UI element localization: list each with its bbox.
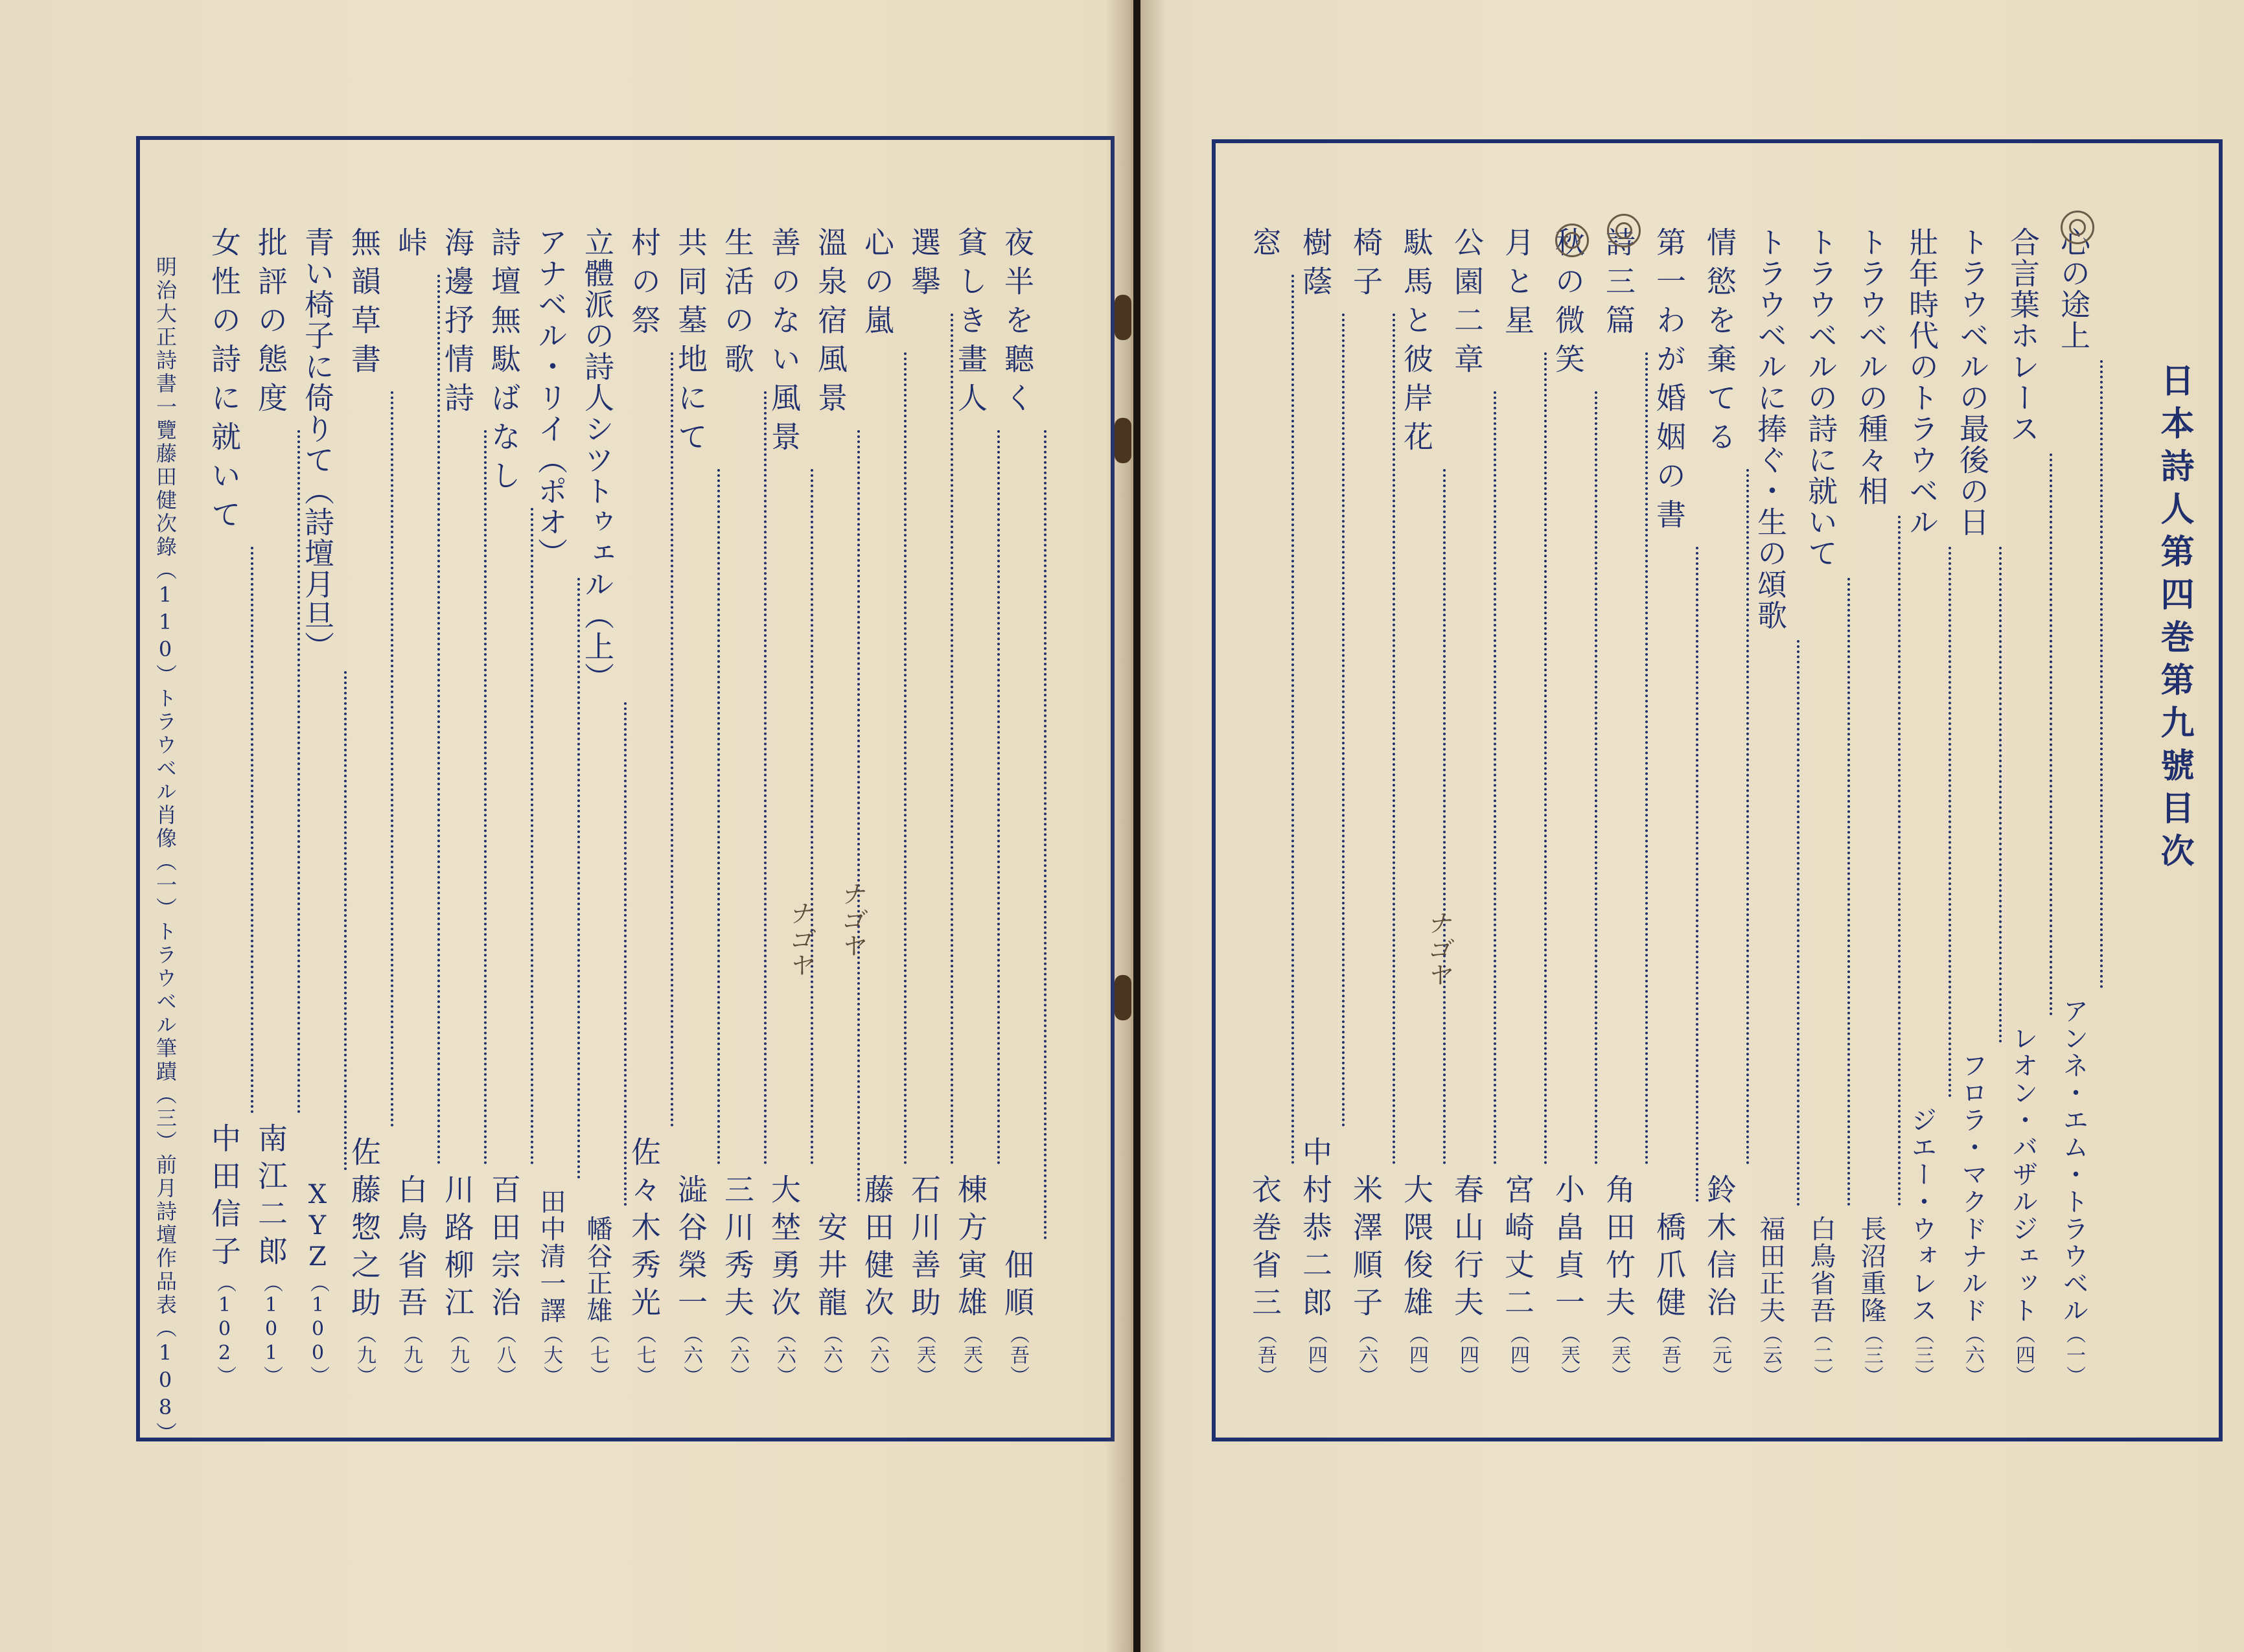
toc-entry-title: 共同墓地にて — [673, 227, 708, 460]
toc-entry-page: （元） — [1709, 1324, 1731, 1386]
toc-entry — [1640, 227, 1698, 1386]
toc-entry-title: 秋の微笑 — [1551, 227, 1586, 382]
toc-entry — [1236, 227, 1294, 1386]
toc-entry-author: 澁谷榮一 — [673, 1174, 708, 1324]
toc-entry-title: 心の途上 — [2056, 227, 2091, 351]
toc-entry-page: （七） — [633, 1324, 656, 1386]
toc-entry — [1792, 227, 1850, 1386]
toc-entry — [1893, 227, 1951, 1386]
toc-entry-title: 第一わが婚姻の書 — [1652, 227, 1687, 538]
toc-entry-author: 小畠貞一 — [1551, 1174, 1586, 1324]
toc-entry-page: （101） — [260, 1273, 283, 1386]
dot-leader — [1443, 469, 1446, 1165]
dot-leader — [2050, 453, 2052, 1016]
toc-entry — [1539, 227, 1597, 1386]
toc-entry — [1842, 227, 1901, 1386]
toc-entry — [1994, 227, 2052, 1386]
dot-leader — [1645, 352, 1648, 1165]
circle-mark-icon — [1555, 224, 1589, 257]
toc-entry — [1488, 227, 1547, 1386]
toc-entry-page: （一） — [2063, 1324, 2085, 1386]
toc-entry-title: 夜半を聽く — [1000, 227, 1035, 421]
toc-entry-author: 藤田健次 — [860, 1174, 895, 1324]
toc-entry-author: 橋爪健 — [1652, 1211, 1687, 1324]
toc-entry-page: （兲） — [1608, 1324, 1630, 1386]
toc-entry-title: 月と星 — [1500, 227, 1535, 343]
toc-entry-page: （吾） — [1254, 1324, 1277, 1386]
toc-entry-title: 椅子 — [1348, 227, 1383, 304]
handwritten-note: ナゴヤ — [836, 881, 864, 959]
toc-entry-author: 南江二郎 — [253, 1123, 288, 1273]
toc-entry-author: アンネ・エム・トラウベル — [2059, 998, 2088, 1324]
toc-entry-author: フロラ・マクドナルド — [1958, 1052, 1987, 1324]
issue-title: 日本詩人第四巻第九號目次 — [2155, 363, 2193, 876]
toc-entry-title: 女性の詩に就いて — [207, 227, 242, 538]
toc-entry-page: （三） — [1860, 1324, 1883, 1386]
toc-entry-title: 心の嵐 — [860, 227, 895, 343]
toc-entry-author: 佐藤惣之助 — [347, 1136, 382, 1324]
toc-entry-page: （兲） — [913, 1324, 936, 1386]
toc-entry-author: 大埜勇次 — [767, 1174, 802, 1324]
toc-entry-title: 溫泉宿風景 — [813, 227, 848, 421]
right-page — [1140, 0, 2244, 1652]
circle-mark-icon — [2061, 211, 2094, 244]
toc-entry-page: （六） — [820, 1324, 842, 1386]
spine-shadow — [1140, 0, 1166, 1652]
toc-entry-author: 幡谷正雄 — [583, 1215, 612, 1324]
dot-leader — [391, 391, 393, 1127]
circle-mark-icon — [1607, 214, 1641, 247]
toc-entry-title: 詩三篇 — [1601, 227, 1636, 343]
toc-entry-title: 立體派の詩人シツトゥェル（上） — [580, 227, 615, 693]
toc-entry — [195, 227, 253, 1386]
toc-entry-author: 石川善助 — [907, 1174, 942, 1324]
dot-leader — [531, 508, 533, 1165]
dot-leader — [1949, 547, 1951, 1097]
toc-entry-page: （四） — [1304, 1324, 1327, 1386]
handwritten-note: ナゴヤ — [1422, 910, 1451, 988]
dot-leader — [904, 352, 907, 1165]
dot-leader — [2100, 360, 2103, 989]
toc-entry-title: 善のない風景 — [767, 227, 802, 460]
dot-leader — [251, 547, 253, 1114]
toc-entry-author: 中田信子 — [207, 1123, 242, 1273]
toc-entry — [1337, 227, 1395, 1386]
toc-entry-page: （六） — [1961, 1324, 1984, 1386]
toc-entry-title: 無韻草書 — [347, 227, 382, 382]
toc-entry-page: （九） — [400, 1324, 422, 1386]
toc-entry-title: 情慾を棄てる — [1702, 227, 1737, 460]
toc-entry-page: （兲） — [960, 1324, 982, 1386]
toc-entry-page: （大） — [540, 1324, 562, 1386]
toc-entry-page: （六） — [680, 1324, 702, 1386]
toc-entry — [1691, 227, 1749, 1386]
dot-leader — [1746, 469, 1749, 1165]
dot-leader — [1044, 430, 1047, 1240]
toc-entry-page: （吾） — [1658, 1324, 1681, 1386]
toc-entry-page: （六） — [866, 1324, 889, 1386]
toc-entry-page: （七） — [586, 1324, 609, 1386]
toc-entry-title: トラウベルに捧ぐ・生の頌歌 — [1753, 227, 1788, 631]
dot-leader — [811, 469, 813, 1165]
toc-entry-author: 大隈俊雄 — [1399, 1174, 1434, 1324]
toc-entry-page: （云） — [1759, 1324, 1782, 1386]
toc-entry — [1741, 227, 1799, 1386]
toc-entry-page: （吾） — [1006, 1324, 1029, 1386]
toc-entry-page: （三） — [1911, 1324, 1934, 1386]
toc-entry-author: 佐々木秀光 — [627, 1136, 662, 1324]
toc-entry-author: 春山行夫 — [1450, 1174, 1485, 1324]
dot-leader — [1898, 516, 1901, 1206]
toc-entry-title: トラウベルの種々相 — [1854, 227, 1889, 507]
footer-note: 明治大正詩書一覽藤田健次錄（110）トラウベル肖像（一）トラウベル筆蹟（三）前月詩壇作品表（108） — [153, 256, 178, 1445]
dot-leader — [437, 275, 440, 1165]
toc-entry-page: （九） — [446, 1324, 469, 1386]
toc-entry-author: 米澤順子 — [1348, 1174, 1383, 1324]
toc-entry-title: 青い椅子に倚りて（詩壇月旦） — [300, 227, 335, 662]
toc-entry-title: 生活の歌 — [720, 227, 755, 382]
toc-entry-title: 詩壇無駄ばなし — [487, 227, 522, 499]
toc-entry-title: 峠 — [393, 227, 428, 266]
dot-leader — [1291, 275, 1294, 1165]
toc-entry-page: （六） — [726, 1324, 749, 1386]
dot-leader — [764, 391, 767, 1165]
toc-entry-author: XYZ — [303, 1180, 332, 1273]
handwritten-note: ナゴヤ — [784, 901, 813, 978]
toc-entry-page: （四） — [1456, 1324, 1479, 1386]
toc-entry-title: 窓 — [1247, 227, 1282, 266]
toc-entry-title: 貧しき畫人 — [953, 227, 988, 421]
toc-entry-title: 海邊抒情詩 — [440, 227, 475, 421]
dot-leader — [1847, 578, 1850, 1206]
toc-entry — [2044, 227, 2103, 1386]
dot-leader — [344, 671, 347, 1171]
dot-leader — [951, 314, 953, 1165]
toc-entry-author: ジエー・ウォレス — [1907, 1107, 1937, 1324]
toc-entry — [1387, 227, 1446, 1386]
toc-entry-page: （四） — [1507, 1324, 1529, 1386]
toc-entry-author: レオン・バザルジェット — [2008, 1025, 2038, 1324]
dot-leader — [671, 352, 673, 1127]
toc-entry-page: （102） — [213, 1273, 236, 1386]
toc-entry-page: （六） — [1355, 1324, 1378, 1386]
toc-entry-page: （八） — [493, 1324, 516, 1386]
dot-leader — [857, 430, 860, 1202]
toc-entry-page: （四） — [1405, 1324, 1428, 1386]
toc-entry-title: 公園二章 — [1450, 227, 1485, 382]
toc-entry-title: アナベル・リイ（ポオ） — [533, 227, 568, 569]
toc-entry-page: （100） — [307, 1273, 329, 1386]
toc-entry-author: 鈴木信治 — [1702, 1174, 1737, 1324]
dot-leader — [1494, 391, 1496, 1165]
toc-entry-author: 百田宗治 — [487, 1174, 522, 1324]
dot-leader — [1544, 352, 1547, 1165]
toc-entry — [1286, 227, 1345, 1386]
binding-hole — [1115, 418, 1131, 463]
toc-entry-page: （六） — [773, 1324, 796, 1386]
toc-entry-author: 宮崎丈二 — [1500, 1174, 1535, 1324]
dot-leader — [484, 430, 487, 1165]
toc-entry — [1590, 227, 1648, 1386]
toc-entry-author: 田中清一譯 — [536, 1188, 566, 1324]
dot-leader — [997, 430, 1000, 1165]
toc-entry-author: 白鳥省吾 — [393, 1174, 428, 1324]
toc-entry-author: 三川秀夫 — [720, 1174, 755, 1324]
dot-leader — [1999, 547, 2002, 1043]
toc-entry-author: 川路柳江 — [440, 1174, 475, 1324]
toc-entry-author: 安井龍 — [813, 1211, 848, 1324]
toc-entry-title: トラウベルの詩に就いて — [1803, 227, 1838, 569]
dot-leader — [297, 430, 300, 1114]
toc-entry-author: 棟方寅雄 — [953, 1174, 988, 1324]
dot-leader — [1696, 547, 1698, 1202]
toc-entry-author: 衣巻省三 — [1247, 1174, 1282, 1324]
dot-leader — [1595, 391, 1597, 1165]
toc-entry-author: 白鳥省吾 — [1806, 1215, 1836, 1324]
spine-shadow — [1105, 0, 1131, 1652]
toc-entry-author: 中村恭二郎 — [1298, 1136, 1333, 1324]
dot-leader — [1797, 640, 1799, 1206]
dot-leader — [1393, 314, 1395, 1165]
dot-leader — [717, 469, 720, 1165]
toc-entry-page: （九） — [353, 1324, 376, 1386]
toc-entry-title: 批評の態度 — [253, 227, 288, 421]
toc-entry-page: （二） — [1810, 1324, 1833, 1386]
toc-entry — [1438, 227, 1496, 1386]
toc-entry-author: 佃順 — [1000, 1249, 1035, 1324]
toc-entry-author: 福田正夫 — [1755, 1215, 1785, 1324]
dot-leader — [624, 702, 627, 1206]
dot-leader — [577, 578, 580, 1179]
toc-entry-author: 長沼重隆 — [1857, 1215, 1886, 1324]
toc-entry-title: トラウベルの最後の日 — [1955, 227, 1990, 538]
toc-entry-title: 合言葉ホレース — [2006, 227, 2041, 444]
binding-hole — [1115, 295, 1131, 340]
toc-entry-title: 選擧 — [907, 227, 942, 304]
binding-hole — [1115, 975, 1131, 1020]
toc-entry — [1943, 227, 2002, 1386]
toc-entry-title: 駄馬と彼岸花 — [1399, 227, 1434, 460]
toc-entry-author: 角田竹夫 — [1601, 1174, 1636, 1324]
toc-entry-page: （兲） — [1557, 1324, 1580, 1386]
toc-entry-title: 樹蔭 — [1298, 227, 1333, 304]
toc-entry-page: （四） — [2012, 1324, 2035, 1386]
dot-leader — [1342, 314, 1345, 1127]
toc-entry-title: 村の祭 — [627, 227, 662, 343]
toc-entry-title: 壯年時代のトラウベル — [1904, 227, 1939, 538]
